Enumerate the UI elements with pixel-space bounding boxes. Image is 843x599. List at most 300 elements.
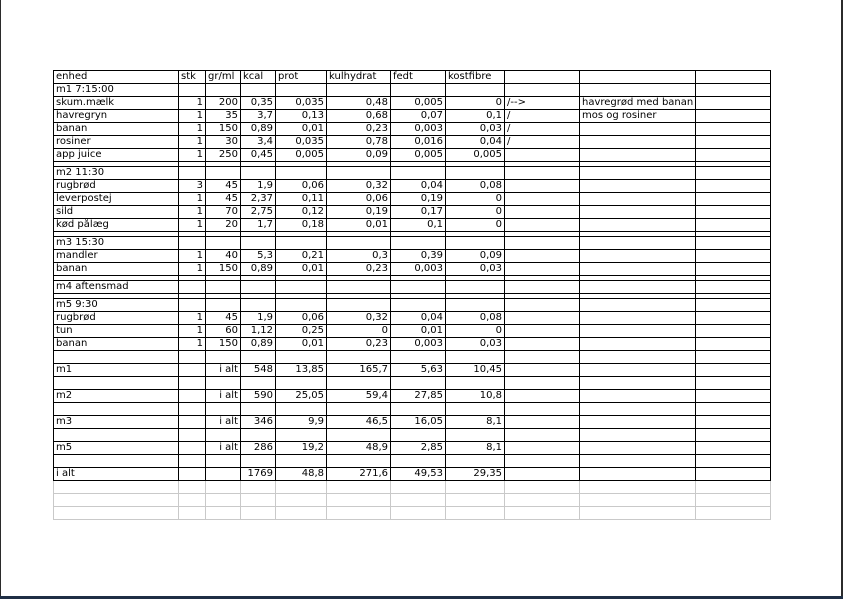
cell-prot[interactable]	[276, 494, 327, 507]
cell-extra-2[interactable]	[580, 180, 696, 193]
cell-extra-1[interactable]: /	[505, 123, 580, 136]
cell-enhed[interactable]	[54, 494, 179, 507]
cell-kostfibre[interactable]: 0	[446, 206, 505, 219]
cell-kostfibre[interactable]: kostfibre	[446, 71, 505, 84]
cell-fedt[interactable]: 0,19	[391, 193, 446, 206]
cell-prot[interactable]: 0,01	[276, 123, 327, 136]
cell-kcal[interactable]: 3,4	[241, 136, 276, 149]
cell-extra-3[interactable]	[696, 123, 771, 136]
cell-enhed[interactable]: mandler	[54, 250, 179, 263]
cell-extra-2[interactable]	[580, 364, 696, 377]
cell-kulhydrat[interactable]: 0,23	[327, 123, 391, 136]
cell-kulhydrat[interactable]: 0,23	[327, 263, 391, 276]
cell-fedt[interactable]: 0,01	[391, 325, 446, 338]
cell-kostfibre[interactable]	[446, 167, 505, 180]
cell-gr-ml[interactable]: 150	[206, 263, 241, 276]
cell-fedt[interactable]: 27,85	[391, 390, 446, 403]
cell-enhed[interactable]: kød pålæg	[54, 219, 179, 232]
cell-kulhydrat[interactable]: 0,78	[327, 136, 391, 149]
cell-kostfibre[interactable]: 0,08	[446, 312, 505, 325]
cell-gr-ml[interactable]: 150	[206, 123, 241, 136]
cell-extra-3[interactable]	[696, 364, 771, 377]
cell-gr-ml[interactable]	[206, 429, 241, 442]
cell-kcal[interactable]	[241, 351, 276, 364]
cell-stk[interactable]: 1	[179, 338, 206, 351]
cell-kcal[interactable]	[241, 281, 276, 294]
cell-enhed[interactable]: rugbrød	[54, 312, 179, 325]
cell-extra-2[interactable]	[580, 281, 696, 294]
cell-stk[interactable]	[179, 507, 206, 520]
cell-kcal[interactable]: 1,9	[241, 180, 276, 193]
cell-kostfibre[interactable]: 0	[446, 193, 505, 206]
cell-extra-1[interactable]: /	[505, 136, 580, 149]
cell-stk[interactable]: 1	[179, 206, 206, 219]
cell-extra-1[interactable]	[505, 299, 580, 312]
cell-prot[interactable]: 0,035	[276, 136, 327, 149]
cell-extra-1[interactable]	[505, 219, 580, 232]
cell-prot[interactable]: 0,12	[276, 206, 327, 219]
cell-gr-ml[interactable]	[206, 167, 241, 180]
cell-enhed[interactable]: rugbrød	[54, 180, 179, 193]
cell-stk[interactable]	[179, 377, 206, 390]
cell-gr-ml[interactable]: 20	[206, 219, 241, 232]
cell-kulhydrat[interactable]: 0,01	[327, 219, 391, 232]
cell-extra-2[interactable]	[580, 325, 696, 338]
cell-kulhydrat[interactable]: 271,6	[327, 468, 391, 481]
cell-gr-ml[interactable]: i alt	[206, 416, 241, 429]
cell-kostfibre[interactable]	[446, 403, 505, 416]
cell-kostfibre[interactable]	[446, 84, 505, 97]
cell-stk[interactable]	[179, 468, 206, 481]
cell-extra-1[interactable]	[505, 206, 580, 219]
cell-prot[interactable]: 0,06	[276, 180, 327, 193]
cell-kcal[interactable]	[241, 494, 276, 507]
cell-prot[interactable]: 0,25	[276, 325, 327, 338]
cell-extra-2[interactable]	[580, 338, 696, 351]
cell-extra-2[interactable]	[580, 468, 696, 481]
cell-kulhydrat[interactable]: 0,48	[327, 97, 391, 110]
cell-kostfibre[interactable]	[446, 377, 505, 390]
cell-extra-1[interactable]	[505, 364, 580, 377]
cell-extra-1[interactable]	[505, 390, 580, 403]
cell-gr-ml[interactable]: 60	[206, 325, 241, 338]
cell-extra-3[interactable]	[696, 468, 771, 481]
cell-extra-1[interactable]	[505, 71, 580, 84]
cell-extra-1[interactable]	[505, 351, 580, 364]
cell-stk[interactable]: 1	[179, 312, 206, 325]
cell-extra-2[interactable]	[580, 351, 696, 364]
cell-extra-3[interactable]	[696, 377, 771, 390]
cell-stk[interactable]: 1	[179, 97, 206, 110]
cell-prot[interactable]: 0,06	[276, 312, 327, 325]
cell-extra-1[interactable]	[505, 250, 580, 263]
cell-gr-ml[interactable]	[206, 377, 241, 390]
cell-extra-2[interactable]	[580, 481, 696, 494]
cell-kulhydrat[interactable]: 0,23	[327, 338, 391, 351]
cell-extra-2[interactable]	[580, 149, 696, 162]
cell-enhed[interactable]: m1	[54, 364, 179, 377]
cell-prot[interactable]: 0,13	[276, 110, 327, 123]
cell-stk[interactable]	[179, 416, 206, 429]
cell-enhed[interactable]: banan	[54, 338, 179, 351]
cell-fedt[interactable]	[391, 494, 446, 507]
cell-fedt[interactable]	[391, 403, 446, 416]
cell-enhed[interactable]: enhed	[54, 71, 179, 84]
cell-stk[interactable]	[179, 364, 206, 377]
cell-enhed[interactable]	[54, 351, 179, 364]
cell-prot[interactable]: 0,11	[276, 193, 327, 206]
cell-prot[interactable]	[276, 481, 327, 494]
cell-kcal[interactable]: 1,12	[241, 325, 276, 338]
cell-gr-ml[interactable]: 45	[206, 180, 241, 193]
cell-extra-2[interactable]	[580, 237, 696, 250]
cell-enhed[interactable]: m2 11:30	[54, 167, 179, 180]
cell-stk[interactable]	[179, 429, 206, 442]
cell-kulhydrat[interactable]: 0,19	[327, 206, 391, 219]
cell-extra-1[interactable]	[505, 263, 580, 276]
cell-extra-3[interactable]	[696, 416, 771, 429]
cell-prot[interactable]	[276, 507, 327, 520]
cell-stk[interactable]	[179, 455, 206, 468]
cell-stk[interactable]: 1	[179, 263, 206, 276]
cell-enhed[interactable]	[54, 429, 179, 442]
cell-kulhydrat[interactable]: 46,5	[327, 416, 391, 429]
cell-gr-ml[interactable]	[206, 237, 241, 250]
cell-fedt[interactable]: 0,07	[391, 110, 446, 123]
cell-stk[interactable]: 1	[179, 250, 206, 263]
cell-kulhydrat[interactable]: 48,9	[327, 442, 391, 455]
cell-kulhydrat[interactable]: 165,7	[327, 364, 391, 377]
cell-enhed[interactable]	[54, 507, 179, 520]
cell-kulhydrat[interactable]: 0,68	[327, 110, 391, 123]
cell-kostfibre[interactable]: 0,1	[446, 110, 505, 123]
cell-stk[interactable]: 1	[179, 325, 206, 338]
cell-fedt[interactable]	[391, 351, 446, 364]
cell-gr-ml[interactable]	[206, 403, 241, 416]
cell-stk[interactable]: 1	[179, 123, 206, 136]
cell-stk[interactable]: 3	[179, 180, 206, 193]
cell-extra-3[interactable]	[696, 403, 771, 416]
cell-gr-ml[interactable]	[206, 494, 241, 507]
cell-kulhydrat[interactable]: 0,3	[327, 250, 391, 263]
cell-extra-2[interactable]	[580, 193, 696, 206]
cell-enhed[interactable]	[54, 403, 179, 416]
cell-kostfibre[interactable]	[446, 429, 505, 442]
cell-fedt[interactable]	[391, 84, 446, 97]
cell-extra-2[interactable]	[580, 312, 696, 325]
cell-fedt[interactable]	[391, 281, 446, 294]
cell-enhed[interactable]	[54, 481, 179, 494]
cell-fedt[interactable]: 0,04	[391, 312, 446, 325]
cell-kulhydrat[interactable]	[327, 299, 391, 312]
cell-extra-1[interactable]	[505, 281, 580, 294]
cell-extra-3[interactable]	[696, 442, 771, 455]
cell-gr-ml[interactable]: 250	[206, 149, 241, 162]
cell-extra-1[interactable]	[505, 468, 580, 481]
cell-prot[interactable]	[276, 299, 327, 312]
cell-extra-1[interactable]: /	[505, 110, 580, 123]
cell-kcal[interactable]: 3,7	[241, 110, 276, 123]
cell-kulhydrat[interactable]	[327, 507, 391, 520]
cell-enhed[interactable]: m3	[54, 416, 179, 429]
cell-kulhydrat[interactable]: 0,06	[327, 193, 391, 206]
cell-enhed[interactable]: m2	[54, 390, 179, 403]
cell-extra-2[interactable]	[580, 84, 696, 97]
cell-prot[interactable]	[276, 403, 327, 416]
cell-extra-2[interactable]	[580, 429, 696, 442]
cell-enhed[interactable]: m1 7:15:00	[54, 84, 179, 97]
cell-kulhydrat[interactable]: 0,32	[327, 180, 391, 193]
cell-prot[interactable]	[276, 237, 327, 250]
cell-extra-2[interactable]	[580, 390, 696, 403]
cell-gr-ml[interactable]	[206, 84, 241, 97]
cell-extra-1[interactable]	[505, 507, 580, 520]
cell-kulhydrat[interactable]	[327, 351, 391, 364]
cell-kostfibre[interactable]	[446, 494, 505, 507]
cell-enhed[interactable]: m5 9:30	[54, 299, 179, 312]
cell-kulhydrat[interactable]	[327, 377, 391, 390]
cell-gr-ml[interactable]: i alt	[206, 364, 241, 377]
cell-kostfibre[interactable]: 0,08	[446, 180, 505, 193]
cell-stk[interactable]	[179, 442, 206, 455]
cell-fedt[interactable]: 16,05	[391, 416, 446, 429]
cell-fedt[interactable]	[391, 377, 446, 390]
cell-extra-1[interactable]	[505, 237, 580, 250]
cell-gr-ml[interactable]	[206, 455, 241, 468]
cell-gr-ml[interactable]: 30	[206, 136, 241, 149]
cell-kostfibre[interactable]: 0	[446, 325, 505, 338]
cell-kulhydrat[interactable]	[327, 84, 391, 97]
cell-prot[interactable]	[276, 281, 327, 294]
cell-stk[interactable]	[179, 390, 206, 403]
cell-fedt[interactable]	[391, 167, 446, 180]
cell-extra-1[interactable]	[505, 494, 580, 507]
cell-prot[interactable]: 9,9	[276, 416, 327, 429]
cell-kcal[interactable]	[241, 237, 276, 250]
cell-kostfibre[interactable]: 0	[446, 97, 505, 110]
cell-kcal[interactable]: 548	[241, 364, 276, 377]
cell-gr-ml[interactable]: i alt	[206, 442, 241, 455]
cell-extra-1[interactable]	[505, 481, 580, 494]
cell-kcal[interactable]	[241, 455, 276, 468]
cell-kcal[interactable]	[241, 481, 276, 494]
cell-kcal[interactable]: 0,45	[241, 149, 276, 162]
cell-stk[interactable]	[179, 403, 206, 416]
cell-gr-ml[interactable]	[206, 507, 241, 520]
cell-kcal[interactable]	[241, 299, 276, 312]
cell-kcal[interactable]: 1,9	[241, 312, 276, 325]
cell-extra-2[interactable]	[580, 263, 696, 276]
cell-kulhydrat[interactable]	[327, 481, 391, 494]
cell-kostfibre[interactable]: 0,03	[446, 263, 505, 276]
cell-kulhydrat[interactable]	[327, 167, 391, 180]
cell-extra-1[interactable]	[505, 455, 580, 468]
cell-extra-2[interactable]	[580, 219, 696, 232]
cell-gr-ml[interactable]: 150	[206, 338, 241, 351]
cell-kostfibre[interactable]: 0	[446, 219, 505, 232]
cell-extra-3[interactable]	[696, 390, 771, 403]
cell-prot[interactable]	[276, 351, 327, 364]
cell-kcal[interactable]	[241, 403, 276, 416]
cell-kostfibre[interactable]: 8,1	[446, 416, 505, 429]
cell-extra-3[interactable]	[696, 494, 771, 507]
cell-enhed[interactable]: tun	[54, 325, 179, 338]
cell-fedt[interactable]: 0,04	[391, 180, 446, 193]
cell-gr-ml[interactable]	[206, 299, 241, 312]
cell-prot[interactable]: prot	[276, 71, 327, 84]
cell-kcal[interactable]: 0,89	[241, 263, 276, 276]
cell-gr-ml[interactable]: gr/ml	[206, 71, 241, 84]
cell-kulhydrat[interactable]: 0,32	[327, 312, 391, 325]
cell-kostfibre[interactable]: 0,03	[446, 338, 505, 351]
cell-fedt[interactable]: 0,003	[391, 123, 446, 136]
cell-prot[interactable]	[276, 429, 327, 442]
cell-stk[interactable]: 1	[179, 219, 206, 232]
cell-extra-3[interactable]	[696, 263, 771, 276]
cell-prot[interactable]: 0,035	[276, 97, 327, 110]
cell-extra-3[interactable]	[696, 455, 771, 468]
cell-kostfibre[interactable]	[446, 281, 505, 294]
cell-kostfibre[interactable]: 0,09	[446, 250, 505, 263]
cell-extra-1[interactable]	[505, 325, 580, 338]
cell-kcal[interactable]: 5,3	[241, 250, 276, 263]
cell-extra-2[interactable]	[580, 403, 696, 416]
cell-gr-ml[interactable]	[206, 468, 241, 481]
cell-gr-ml[interactable]: 40	[206, 250, 241, 263]
cell-kcal[interactable]	[241, 429, 276, 442]
cell-gr-ml[interactable]: 35	[206, 110, 241, 123]
cell-extra-1[interactable]	[505, 403, 580, 416]
cell-kcal[interactable]: 2,37	[241, 193, 276, 206]
cell-stk[interactable]	[179, 167, 206, 180]
cell-stk[interactable]: 1	[179, 136, 206, 149]
cell-kostfibre[interactable]	[446, 351, 505, 364]
cell-kcal[interactable]: kcal	[241, 71, 276, 84]
cell-prot[interactable]	[276, 377, 327, 390]
cell-extra-3[interactable]	[696, 338, 771, 351]
cell-kcal[interactable]: 2,75	[241, 206, 276, 219]
cell-kcal[interactable]: 0,89	[241, 123, 276, 136]
cell-extra-3[interactable]	[696, 351, 771, 364]
cell-prot[interactable]: 0,01	[276, 263, 327, 276]
cell-kulhydrat[interactable]	[327, 455, 391, 468]
cell-extra-2[interactable]	[580, 167, 696, 180]
cell-kulhydrat[interactable]	[327, 429, 391, 442]
cell-extra-3[interactable]	[696, 312, 771, 325]
cell-stk[interactable]: 1	[179, 193, 206, 206]
cell-kostfibre[interactable]	[446, 481, 505, 494]
cell-extra-1[interactable]	[505, 442, 580, 455]
cell-extra-3[interactable]	[696, 250, 771, 263]
cell-stk[interactable]: 1	[179, 110, 206, 123]
cell-stk[interactable]	[179, 351, 206, 364]
cell-prot[interactable]: 13,85	[276, 364, 327, 377]
cell-prot[interactable]: 48,8	[276, 468, 327, 481]
cell-kulhydrat[interactable]	[327, 494, 391, 507]
cell-kostfibre[interactable]: 8,1	[446, 442, 505, 455]
cell-enhed[interactable]: banan	[54, 123, 179, 136]
cell-kcal[interactable]: 346	[241, 416, 276, 429]
cell-stk[interactable]: stk	[179, 71, 206, 84]
cell-stk[interactable]	[179, 84, 206, 97]
cell-extra-3[interactable]	[696, 481, 771, 494]
cell-enhed[interactable]: banan	[54, 263, 179, 276]
cell-kcal[interactable]	[241, 377, 276, 390]
cell-kulhydrat[interactable]: 0	[327, 325, 391, 338]
cell-extra-3[interactable]	[696, 237, 771, 250]
cell-kcal[interactable]	[241, 507, 276, 520]
cell-fedt[interactable]: 0,005	[391, 97, 446, 110]
cell-stk[interactable]	[179, 237, 206, 250]
cell-stk[interactable]	[179, 281, 206, 294]
cell-enhed[interactable]: sild	[54, 206, 179, 219]
cell-extra-2[interactable]: havregrød med banan	[580, 97, 696, 110]
cell-fedt[interactable]: 0,17	[391, 206, 446, 219]
cell-kostfibre[interactable]: 0,04	[446, 136, 505, 149]
cell-enhed[interactable]: app juice	[54, 149, 179, 162]
cell-gr-ml[interactable]: i alt	[206, 390, 241, 403]
cell-kostfibre[interactable]	[446, 299, 505, 312]
cell-stk[interactable]	[179, 299, 206, 312]
cell-kulhydrat[interactable]	[327, 237, 391, 250]
cell-kostfibre[interactable]	[446, 507, 505, 520]
cell-extra-2[interactable]	[580, 442, 696, 455]
cell-extra-1[interactable]	[505, 312, 580, 325]
cell-prot[interactable]: 0,01	[276, 338, 327, 351]
cell-kcal[interactable]	[241, 167, 276, 180]
cell-prot[interactable]: 0,21	[276, 250, 327, 263]
cell-enhed[interactable]: m5	[54, 442, 179, 455]
cell-prot[interactable]	[276, 167, 327, 180]
cell-kulhydrat[interactable]	[327, 403, 391, 416]
cell-extra-1[interactable]	[505, 377, 580, 390]
cell-prot[interactable]: 19,2	[276, 442, 327, 455]
cell-kostfibre[interactable]: 0,005	[446, 149, 505, 162]
cell-extra-3[interactable]	[696, 219, 771, 232]
cell-extra-2[interactable]	[580, 71, 696, 84]
cell-extra-3[interactable]	[696, 180, 771, 193]
cell-extra-3[interactable]	[696, 281, 771, 294]
cell-extra-3[interactable]	[696, 206, 771, 219]
cell-stk[interactable]	[179, 481, 206, 494]
cell-enhed[interactable]: havregryn	[54, 110, 179, 123]
cell-kulhydrat[interactable]: 59,4	[327, 390, 391, 403]
cell-fedt[interactable]	[391, 299, 446, 312]
cell-kcal[interactable]: 590	[241, 390, 276, 403]
cell-extra-2[interactable]	[580, 507, 696, 520]
cell-extra-3[interactable]	[696, 325, 771, 338]
cell-prot[interactable]: 0,18	[276, 219, 327, 232]
cell-extra-3[interactable]	[696, 84, 771, 97]
cell-fedt[interactable]: 0,016	[391, 136, 446, 149]
cell-extra-2[interactable]	[580, 136, 696, 149]
cell-enhed[interactable]: leverpostej	[54, 193, 179, 206]
cell-extra-3[interactable]	[696, 149, 771, 162]
cell-fedt[interactable]	[391, 455, 446, 468]
cell-extra-1[interactable]	[505, 84, 580, 97]
cell-gr-ml[interactable]: 45	[206, 312, 241, 325]
cell-extra-3[interactable]	[696, 71, 771, 84]
cell-fedt[interactable]	[391, 481, 446, 494]
cell-fedt[interactable]: fedt	[391, 71, 446, 84]
cell-fedt[interactable]: 5,63	[391, 364, 446, 377]
cell-enhed[interactable]: m3 15:30	[54, 237, 179, 250]
cell-extra-2[interactable]	[580, 455, 696, 468]
cell-fedt[interactable]: 0,39	[391, 250, 446, 263]
cell-gr-ml[interactable]	[206, 281, 241, 294]
cell-extra-1[interactable]	[505, 180, 580, 193]
cell-fedt[interactable]: 0,003	[391, 338, 446, 351]
